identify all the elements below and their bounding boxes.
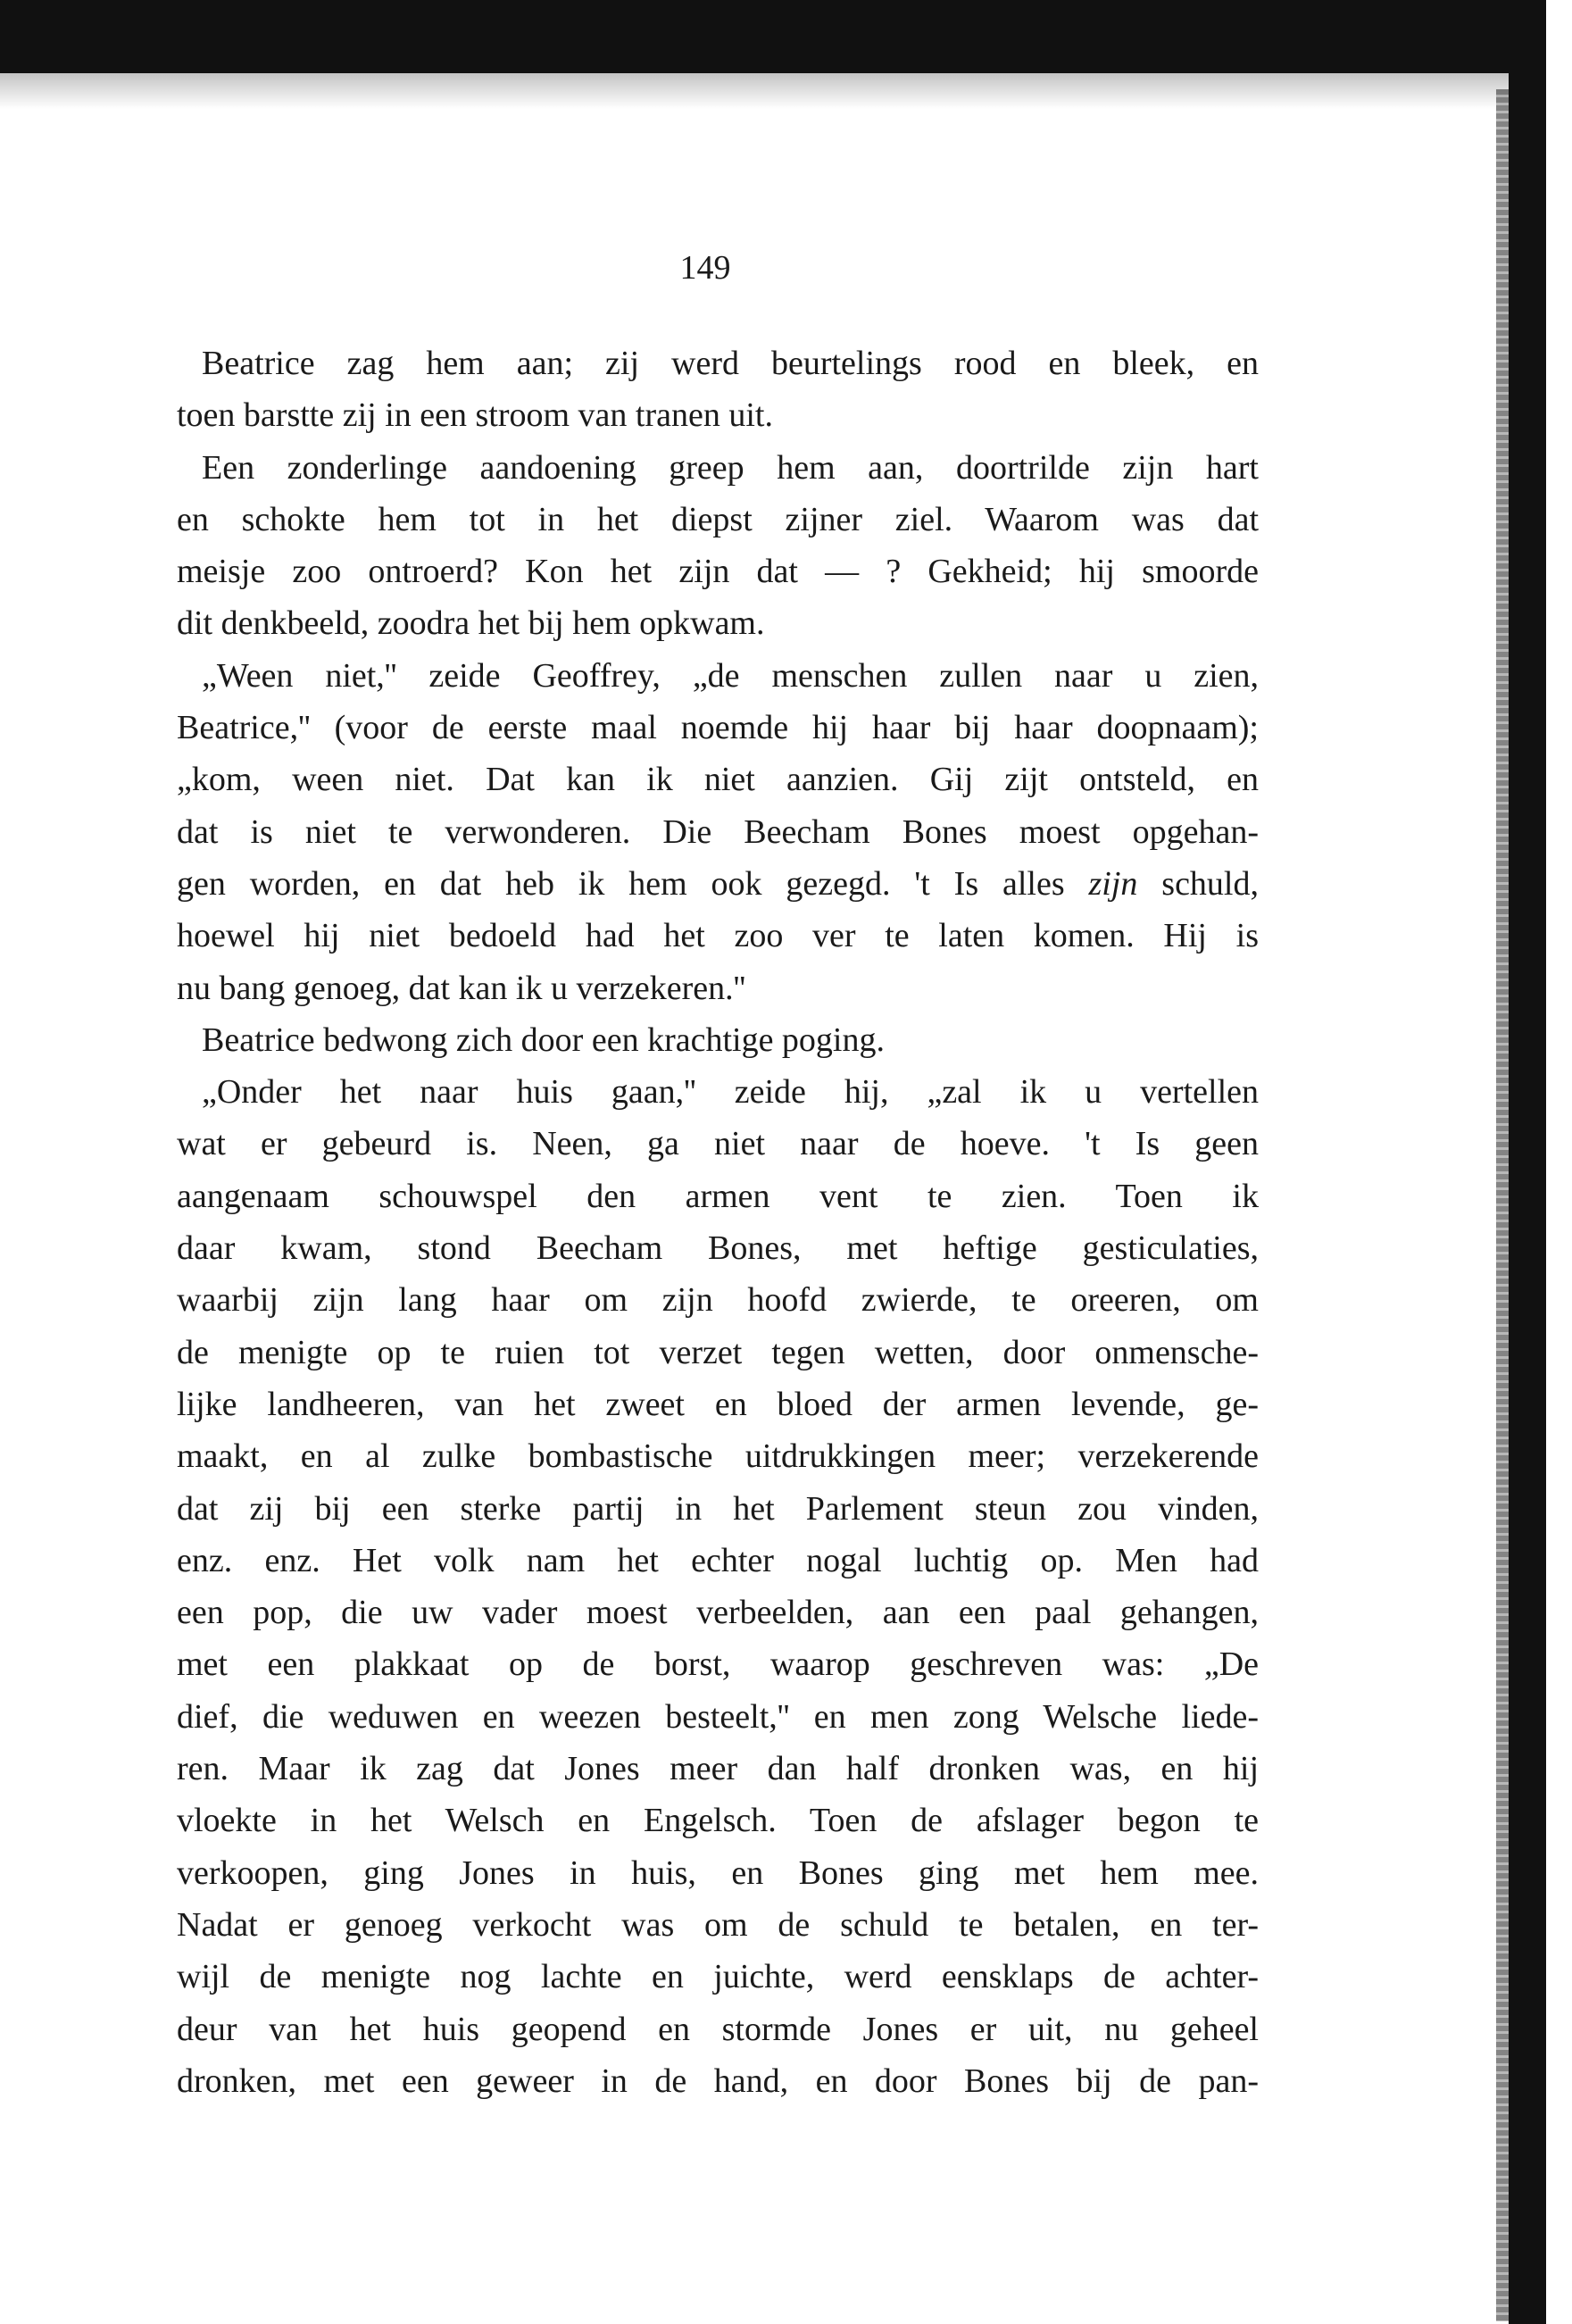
text-line: Een zonderlinge aandoening greep hem aan, doortrilde zijn hart <box>202 448 1259 487</box>
text-line: en schokte hem tot in het diepst zijner ziel. Waarom was dat <box>177 500 1259 538</box>
text-line: „Onder het naar huis gaan,'' zeide hij, „zal ik u vertellen <box>202 1073 1259 1112</box>
page-number: 149 <box>679 249 731 287</box>
text-line: de menigte op te ruien tot verzet tegen wetten, door onmensche- <box>177 1333 1259 1371</box>
text-line: deur van het huis geopend en stormde Jones er uit, nu geheel <box>177 2010 1259 2048</box>
text-line: lijke landheeren, van het zweet en bloed der armen levende, ge- <box>177 1385 1259 1423</box>
text-line: een pop, die uw vader moest verbeelden, aan een paal gehangen, <box>177 1594 1259 1632</box>
text-line: daar kwam, stond Beecham Bones, met heftige gesticulaties, <box>177 1229 1259 1268</box>
scan-margin <box>1546 0 1572 2324</box>
text-line: dit denkbeeld, zoodra het bij hem opkwam. <box>177 604 765 643</box>
text-line: dief, die weduwen en weezen besteelt,'' en men zong Welsche liede- <box>177 1697 1259 1736</box>
text-line: meisje zoo ontroerd? Kon het zijn dat — ? Gekheid; hij smoorde <box>177 553 1259 591</box>
text-line: Beatrice,'' (voor de eerste maal noemde hij haar bij haar doopnaam); <box>177 709 1259 747</box>
text-line: waarbij zijn lang haar om zijn hoofd zwierde, te oreeren, om <box>177 1281 1259 1320</box>
text-line: dat zij bij een sterke partij in het Parlement steun zou vinden, <box>177 1489 1259 1528</box>
text-line: nu bang genoeg, dat kan ik u verzekeren.'' <box>177 969 746 1007</box>
text-line: met een plakkaat op de borst, waarop geschreven was: „De <box>177 1645 1259 1684</box>
emphasis: zijn <box>1088 864 1138 903</box>
text-line: ren. Maar ik zag dat Jones meer dan half dronken was, en hij <box>177 1750 1259 1788</box>
scan-shadow <box>0 73 1518 109</box>
text-line: dat is niet te verwonderen. Die Beecham Bones moest opgehan- <box>177 812 1259 851</box>
text-line: dronken, met een geweer in de hand, en door Bones bij de pan- <box>177 2062 1259 2100</box>
text-line: wat er gebeurd is. Neen, ga niet naar de hoeve. 't Is geen <box>177 1125 1259 1163</box>
text-line: gen worden, en dat heb ik hem ook gezegd. 't Is alles zijn schuld, <box>177 864 1259 903</box>
text-line: toen barstte zij in een stroom van tranen uit. <box>177 396 773 435</box>
text-line: maakt, en al zulke bombastische uitdrukkingen meer; verzekerende <box>177 1437 1259 1476</box>
scan-page-edge <box>1496 89 1509 2321</box>
text-line: „Ween niet,'' zeide Geoffrey, „de menschen zullen naar u zien, <box>202 656 1259 695</box>
text-line: „kom, ween niet. Dat kan ik niet aanzien. Gij zijt ontsteld, en <box>177 761 1259 799</box>
text-line: verkoopen, ging Jones in huis, en Bones ging met hem mee. <box>177 1853 1259 1892</box>
scan-top-border <box>0 0 1518 73</box>
text-line: hoewel hij niet bedoeld had het zoo ver te laten komen. Hij is <box>177 917 1259 955</box>
text-line: enz. enz. Het volk nam het echter nogal luchtig op. Men had <box>177 1541 1259 1579</box>
body-text <box>177 337 1259 2107</box>
scan-right-border <box>1509 0 1546 2324</box>
text-line: Beatrice zag hem aan; zij werd beurtelings rood en bleek, en <box>202 345 1259 382</box>
text-line: wijl de menigte nog lachte en juichte, werd eensklaps de achter- <box>177 1958 1259 1996</box>
text-line: aangenaam schouwspel den armen vent te zien. Toen ik <box>177 1177 1259 1215</box>
text-line: Nadat er genoeg verkocht was om de schuld te betalen, en ter- <box>177 1905 1259 1944</box>
text-line: Beatrice bedwong zich door een krachtige poging. <box>202 1020 885 1059</box>
text-line: vloekte in het Welsch en Engelsch. Toen de afslager begon te <box>177 1802 1259 1840</box>
